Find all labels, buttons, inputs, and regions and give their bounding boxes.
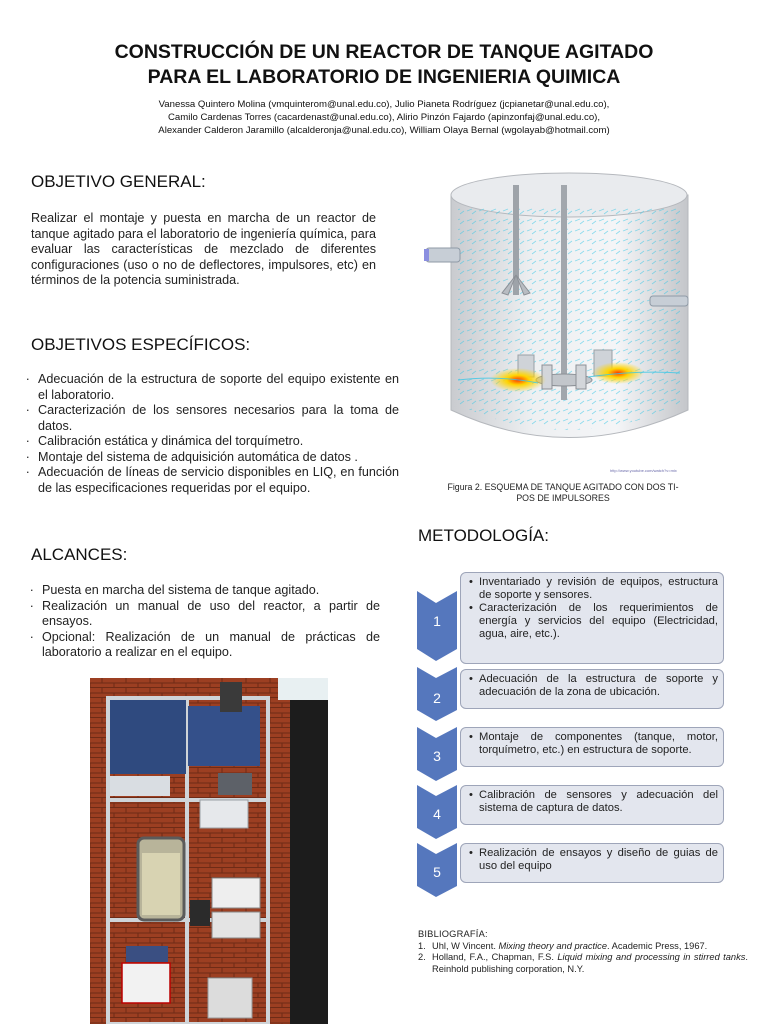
list-item: . Puesta en marcha del sistema de tanque agitado.: [28, 583, 380, 599]
reference-title: Liquid mixing and processing in stirred tanks: [557, 952, 746, 963]
stirred-tank-illustration: [418, 165, 724, 477]
objetivo-general-heading: OBJETIVO GENERAL:: [31, 172, 206, 191]
title-line-2: PARA EL LABORATORIO DE INGENIERIA QUIMICA: [147, 66, 621, 88]
step-4-box: [460, 785, 724, 825]
step-3-box: [460, 727, 724, 767]
list-item: • Inventariado y revisión de equipos, estructura de soporte y sensores.: [467, 576, 718, 602]
list-item: • Montaje de componentes (tanque, motor, torquímetro, etc.) en estructura de soporte.: [467, 731, 718, 757]
list-item: • Adecuación de la estructura de soporte y adecuación de la zona de ubicación.: [467, 673, 718, 699]
step-3-number: 3: [433, 748, 441, 764]
step-1-box: [460, 572, 724, 664]
reference-publisher: . Academic Press, 1967.: [607, 940, 708, 951]
step-4-number: 4: [433, 806, 441, 822]
list-item: . Montaje del sistema de adquisición automática de datos .: [24, 450, 399, 466]
list-item: . Calibración estática y dinámica del torquímetro.: [24, 434, 399, 450]
figure-source-url[interactable]: http://www.youtube.com/watch?v=mix: [610, 468, 677, 473]
alcances-heading: ALCANCES:: [31, 545, 128, 564]
reference-author: Holland, F.A., Chapman, F.S.: [432, 952, 558, 963]
step-1-number: 1: [433, 613, 441, 629]
reactor-photo: [90, 678, 328, 1024]
authors-line-2: Camilo Cardenas Torres (cacardenast@unal.edu.co), Alirio Pinzón Fajardo (apinzonfaj@unal.edu.co),: [167, 112, 601, 123]
reference-number: 1.: [418, 940, 426, 951]
reactor-photo-illustration: [90, 678, 328, 1024]
list-item: • Calibración de sensores y adecuación del sistema de captura de datos.: [467, 789, 718, 815]
step-5-number: 5: [433, 864, 441, 880]
reference-title: Mixing theory and practice: [498, 940, 608, 951]
objetivos-especificos-list: [24, 372, 399, 496]
reference-number: 2.: [418, 952, 426, 963]
list-item: . Adecuación de líneas de servicio disponibles en LIQ, en función de las especificaciones requeridas por el equipo.: [24, 465, 399, 496]
metodologia-heading: METODOLOGÍA:: [418, 526, 549, 545]
step-5-box: [460, 843, 724, 883]
objetivos-especificos-heading: OBJETIVOS ESPECÍFICOS:: [31, 335, 251, 354]
list-item: • Realización de ensayos y diseño de guias de uso del equipo: [467, 847, 718, 873]
list-item: . Caracterización de los sensores necesarios para la toma de datos.: [24, 403, 399, 434]
reference-item: [418, 952, 748, 975]
reference-item: [418, 941, 748, 953]
stirred-tank-figure: [418, 165, 724, 477]
figure-caption: [418, 482, 708, 504]
authors-line-1: Vanessa Quintero Molina (vmquinterom@unal.edu.co), Julio Pianeta Rodríguez (jcpianetar@unal.edu.co),: [158, 99, 610, 110]
authors-block: [0, 98, 768, 137]
list-item: . Opcional: Realización de un manual de prácticas de laboratorio a realizar en el equipo.: [28, 630, 380, 661]
authors-line-3: Alexander Calderon Jaramillo (alcalderonja@unal.edu.co), William Olaya Bernal (wgolayab@hotmail.com): [158, 125, 610, 136]
bibliografia: [418, 929, 748, 975]
reference-author: Uhl, W Vincent.: [432, 940, 499, 951]
step-2-number: 2: [433, 690, 441, 706]
figure-caption-line-1: Figura 2. ESQUEMA DE TANQUE AGITADO CON DOS TI-: [447, 482, 679, 492]
reference-publisher: . Reinhold publishing corporation, N.Y.: [432, 952, 748, 974]
list-item: • Caracterización de los requerimientos de energía y servicios del equipo (Electricidad, agua, aire, etc.).: [467, 602, 718, 641]
step-2-box: [460, 669, 724, 709]
alcances-list: [28, 583, 380, 661]
list-item: . Adecuación de la estructura de soporte del equipo existente en el laboratorio.: [24, 372, 399, 403]
list-item: . Realización un manual de uso del reactor, a partir de ensayos.: [28, 599, 380, 630]
title-line-1: CONSTRUCCIÓN DE UN REACTOR DE TANQUE AGITADO: [114, 41, 654, 63]
poster-title: [0, 40, 768, 90]
figure-caption-line-2: POS DE IMPULSORES: [516, 493, 610, 503]
objetivo-general-text: Realizar el montaje y puesta en marcha de un reactor de tanque agitado para el laboratorio de ingeniería química, para evaluar las características de mezclado de diferentes configuraciones (uso o no de deflectores, impulsores, etc) en términos de la potencia suministrada.: [31, 211, 376, 287]
bibliografia-heading: BIBLIOGRAFÍA:: [418, 929, 488, 939]
